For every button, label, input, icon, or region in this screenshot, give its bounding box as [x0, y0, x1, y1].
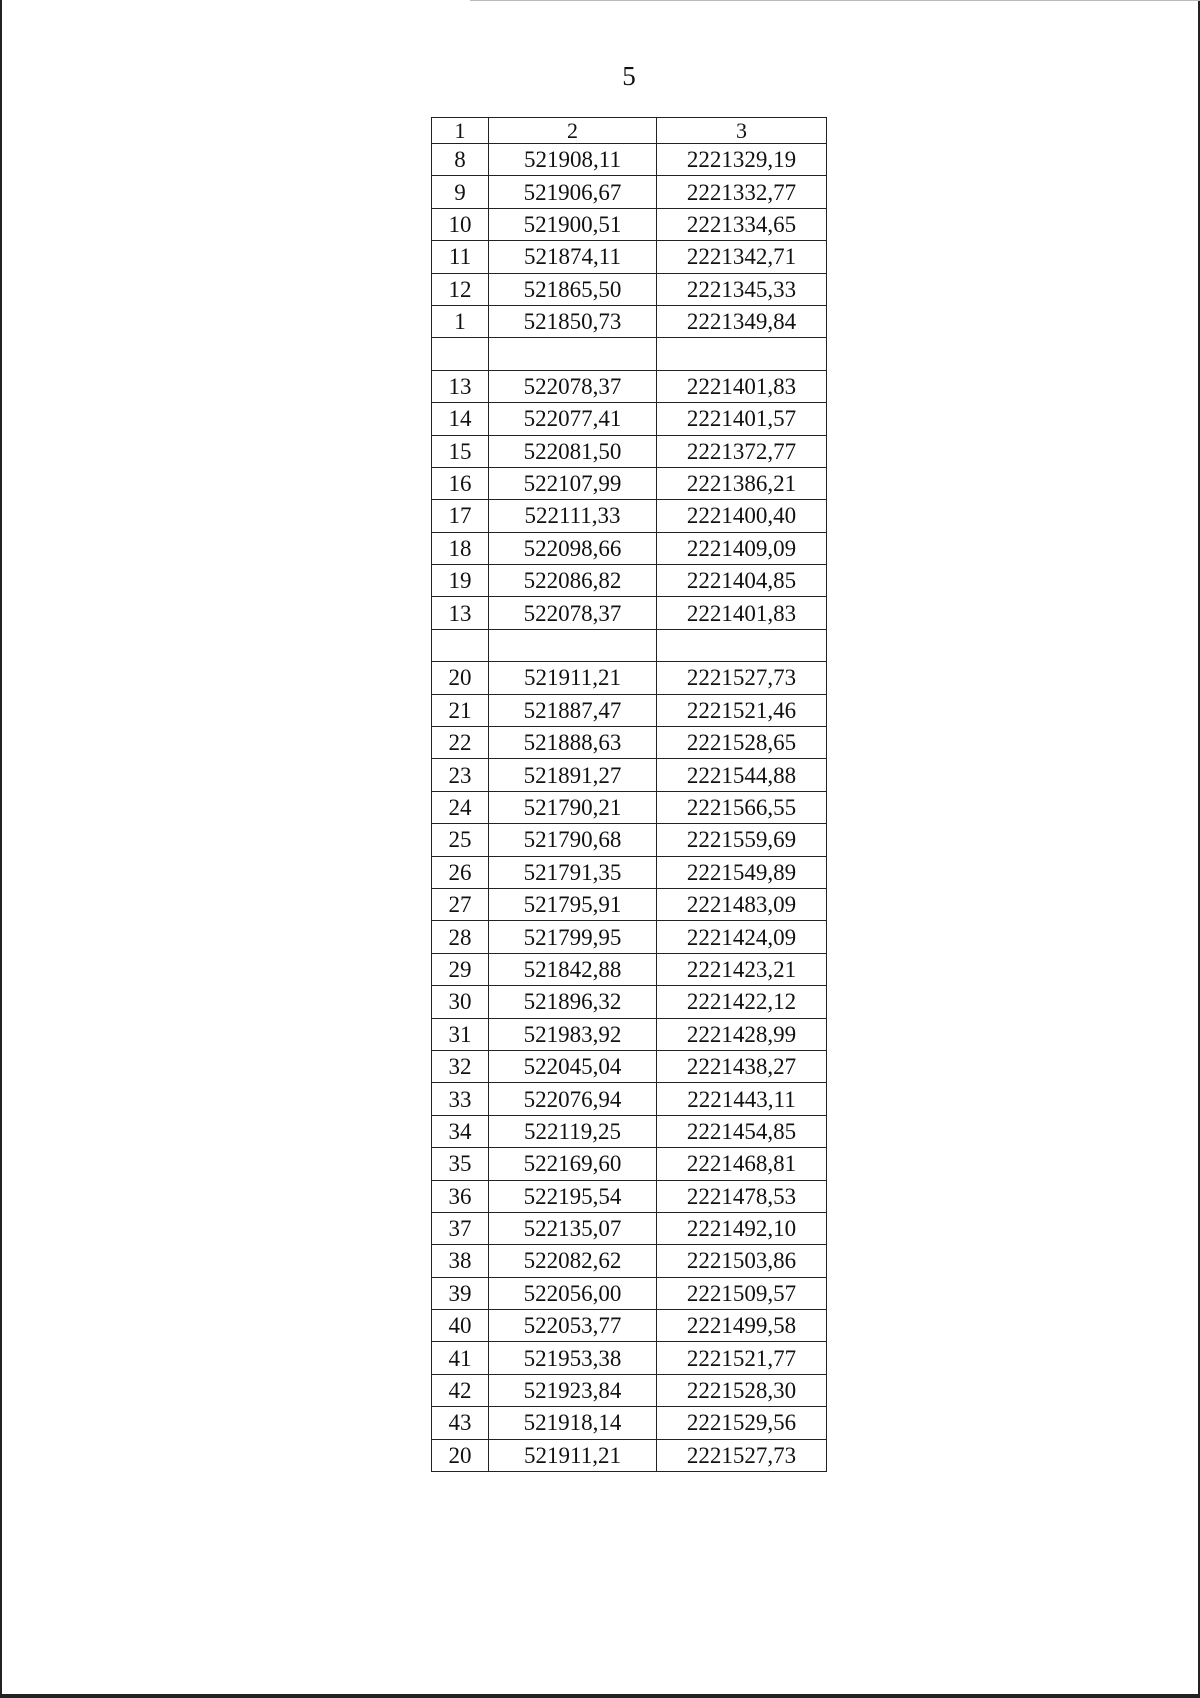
x-coordinate-cell: 521790,68 [489, 824, 657, 856]
table-row [432, 597, 827, 629]
point-number-cell: 33 [432, 1083, 489, 1115]
table-row [432, 1148, 827, 1180]
table-row [432, 176, 827, 208]
point-number-cell: 26 [432, 856, 489, 888]
y-coordinate-cell [657, 629, 827, 661]
y-coordinate-cell: 2221527,73 [657, 1439, 827, 1471]
y-coordinate-cell: 2221468,81 [657, 1148, 827, 1180]
table-row [432, 953, 827, 985]
point-number-cell: 11 [432, 241, 489, 273]
table-row [432, 1374, 827, 1406]
point-number-cell: 37 [432, 1212, 489, 1244]
table-row [432, 1018, 827, 1050]
y-coordinate-cell: 2221372,77 [657, 435, 827, 467]
table-row [432, 532, 827, 564]
table-row [432, 1050, 827, 1082]
point-number-cell: 22 [432, 727, 489, 759]
point-number-cell: 18 [432, 532, 489, 564]
table-row [432, 467, 827, 499]
point-number-cell: 21 [432, 694, 489, 726]
table-row [432, 662, 827, 694]
point-number-cell: 28 [432, 921, 489, 953]
x-coordinate-cell: 522135,07 [489, 1212, 657, 1244]
y-coordinate-cell: 2221422,12 [657, 986, 827, 1018]
point-number-cell: 25 [432, 824, 489, 856]
x-coordinate-cell: 522081,50 [489, 435, 657, 467]
table-row [432, 565, 827, 597]
y-coordinate-cell: 2221423,21 [657, 953, 827, 985]
table-row [432, 1277, 827, 1309]
x-coordinate-cell: 522098,66 [489, 532, 657, 564]
point-number-cell: 17 [432, 500, 489, 532]
y-coordinate-cell [657, 338, 827, 370]
table-row [432, 1439, 827, 1471]
table-row [432, 208, 827, 240]
y-coordinate-cell: 2221521,46 [657, 694, 827, 726]
x-coordinate-cell: 522169,60 [489, 1148, 657, 1180]
point-number-cell: 24 [432, 791, 489, 823]
y-coordinate-cell: 2221428,99 [657, 1018, 827, 1050]
table-row [432, 273, 827, 305]
x-coordinate-cell: 521799,95 [489, 921, 657, 953]
x-coordinate-cell [489, 338, 657, 370]
table-row [432, 1245, 827, 1277]
x-coordinate-cell: 522053,77 [489, 1310, 657, 1342]
point-number-cell: 41 [432, 1342, 489, 1374]
x-coordinate-cell: 521790,21 [489, 791, 657, 823]
x-coordinate-cell: 522082,62 [489, 1245, 657, 1277]
point-number-cell: 19 [432, 565, 489, 597]
y-coordinate-cell: 2221549,89 [657, 856, 827, 888]
table-row [432, 694, 827, 726]
x-coordinate-cell: 521911,21 [489, 1439, 657, 1471]
point-number-cell: 42 [432, 1374, 489, 1406]
y-coordinate-cell: 2221521,77 [657, 1342, 827, 1374]
x-coordinate-cell: 522077,41 [489, 403, 657, 435]
y-coordinate-cell: 2221503,86 [657, 1245, 827, 1277]
table-row [432, 1342, 827, 1374]
point-number-cell: 20 [432, 662, 489, 694]
x-coordinate-cell: 521906,67 [489, 176, 657, 208]
table-row [432, 435, 827, 467]
point-number-cell: 23 [432, 759, 489, 791]
point-number-cell: 34 [432, 1115, 489, 1147]
table-row [432, 759, 827, 791]
y-coordinate-cell: 2221544,88 [657, 759, 827, 791]
table-row [432, 1212, 827, 1244]
y-coordinate-cell: 2221401,57 [657, 403, 827, 435]
x-coordinate-cell: 522078,37 [489, 370, 657, 402]
y-coordinate-cell: 2221527,73 [657, 662, 827, 694]
y-coordinate-cell: 2221559,69 [657, 824, 827, 856]
y-coordinate-cell: 2221342,71 [657, 241, 827, 273]
point-number-cell: 40 [432, 1310, 489, 1342]
y-coordinate-cell: 2221401,83 [657, 597, 827, 629]
point-number-cell: 20 [432, 1439, 489, 1471]
point-number-cell: 29 [432, 953, 489, 985]
table-row [432, 856, 827, 888]
x-coordinate-cell: 521888,63 [489, 727, 657, 759]
table-row [432, 500, 827, 532]
y-coordinate-cell: 2221528,65 [657, 727, 827, 759]
point-number-cell: 13 [432, 370, 489, 402]
x-coordinate-cell: 521908,11 [489, 144, 657, 176]
header-cell-point: 1 [432, 118, 489, 144]
point-number-cell: 30 [432, 986, 489, 1018]
x-coordinate-cell: 521874,11 [489, 241, 657, 273]
y-coordinate-cell: 2221499,58 [657, 1310, 827, 1342]
header-cell-x: 2 [489, 118, 657, 144]
x-coordinate-cell: 521953,38 [489, 1342, 657, 1374]
table-row [432, 241, 827, 273]
point-number-cell: 38 [432, 1245, 489, 1277]
point-number-cell: 1 [432, 305, 489, 337]
x-coordinate-cell: 521923,84 [489, 1374, 657, 1406]
x-coordinate-cell: 522119,25 [489, 1115, 657, 1147]
table-header-row [432, 118, 827, 144]
point-number-cell: 14 [432, 403, 489, 435]
x-coordinate-cell: 522076,94 [489, 1083, 657, 1115]
point-number-cell: 16 [432, 467, 489, 499]
x-coordinate-cell: 521891,27 [489, 759, 657, 791]
coordinates-table [431, 117, 827, 1472]
y-coordinate-cell: 2221509,57 [657, 1277, 827, 1309]
x-coordinate-cell: 521850,73 [489, 305, 657, 337]
table-row [432, 338, 827, 370]
y-coordinate-cell: 2221566,55 [657, 791, 827, 823]
y-coordinate-cell: 2221345,33 [657, 273, 827, 305]
point-number-cell: 15 [432, 435, 489, 467]
table-row [432, 986, 827, 1018]
table-row [432, 727, 827, 759]
header-cell-y: 3 [657, 118, 827, 144]
point-number-cell [432, 338, 489, 370]
y-coordinate-cell: 2221454,85 [657, 1115, 827, 1147]
x-coordinate-cell: 521911,21 [489, 662, 657, 694]
point-number-cell: 27 [432, 888, 489, 920]
point-number-cell: 10 [432, 208, 489, 240]
point-number-cell: 39 [432, 1277, 489, 1309]
table-row [432, 629, 827, 661]
table-row [432, 1083, 827, 1115]
page-border-top [470, 0, 1200, 1]
y-coordinate-cell: 2221404,85 [657, 565, 827, 597]
table-row [432, 305, 827, 337]
point-number-cell [432, 629, 489, 661]
y-coordinate-cell: 2221334,65 [657, 208, 827, 240]
x-coordinate-cell: 522107,99 [489, 467, 657, 499]
x-coordinate-cell: 522195,54 [489, 1180, 657, 1212]
point-number-cell: 31 [432, 1018, 489, 1050]
y-coordinate-cell: 2221349,84 [657, 305, 827, 337]
table-row [432, 1115, 827, 1147]
x-coordinate-cell: 522045,04 [489, 1050, 657, 1082]
y-coordinate-cell: 2221386,21 [657, 467, 827, 499]
point-number-cell: 9 [432, 176, 489, 208]
point-number-cell: 35 [432, 1148, 489, 1180]
y-coordinate-cell: 2221492,10 [657, 1212, 827, 1244]
table-row [432, 888, 827, 920]
x-coordinate-cell: 521887,47 [489, 694, 657, 726]
x-coordinate-cell: 521896,32 [489, 986, 657, 1018]
y-coordinate-cell: 2221332,77 [657, 176, 827, 208]
point-number-cell: 32 [432, 1050, 489, 1082]
x-coordinate-cell: 521900,51 [489, 208, 657, 240]
x-coordinate-cell: 522086,82 [489, 565, 657, 597]
table-row [432, 1407, 827, 1439]
table-row [432, 403, 827, 435]
y-coordinate-cell: 2221400,40 [657, 500, 827, 532]
table-row [432, 824, 827, 856]
y-coordinate-cell: 2221443,11 [657, 1083, 827, 1115]
y-coordinate-cell: 2221438,27 [657, 1050, 827, 1082]
point-number-cell: 12 [432, 273, 489, 305]
x-coordinate-cell [489, 629, 657, 661]
x-coordinate-cell: 521842,88 [489, 953, 657, 985]
x-coordinate-cell: 521983,92 [489, 1018, 657, 1050]
y-coordinate-cell: 2221401,83 [657, 370, 827, 402]
point-number-cell: 43 [432, 1407, 489, 1439]
x-coordinate-cell: 521865,50 [489, 273, 657, 305]
point-number-cell: 8 [432, 144, 489, 176]
x-coordinate-cell: 521795,91 [489, 888, 657, 920]
point-number-cell: 36 [432, 1180, 489, 1212]
y-coordinate-cell: 2221329,19 [657, 144, 827, 176]
table-row [432, 370, 827, 402]
x-coordinate-cell: 522056,00 [489, 1277, 657, 1309]
x-coordinate-cell: 522111,33 [489, 500, 657, 532]
x-coordinate-cell: 521791,35 [489, 856, 657, 888]
x-coordinate-cell: 522078,37 [489, 597, 657, 629]
y-coordinate-cell: 2221478,53 [657, 1180, 827, 1212]
page-border-bottom [0, 1694, 1200, 1698]
table-row [432, 1310, 827, 1342]
table-row [432, 921, 827, 953]
y-coordinate-cell: 2221529,56 [657, 1407, 827, 1439]
y-coordinate-cell: 2221483,09 [657, 888, 827, 920]
table-row [432, 791, 827, 823]
y-coordinate-cell: 2221424,09 [657, 921, 827, 953]
coordinates-table-body [432, 118, 827, 1472]
x-coordinate-cell: 521918,14 [489, 1407, 657, 1439]
y-coordinate-cell: 2221528,30 [657, 1374, 827, 1406]
y-coordinate-cell: 2221409,09 [657, 532, 827, 564]
page-border-left [0, 0, 2, 1698]
point-number-cell: 13 [432, 597, 489, 629]
table-row [432, 144, 827, 176]
page-number: 5 [622, 61, 636, 91]
table-row [432, 1180, 827, 1212]
